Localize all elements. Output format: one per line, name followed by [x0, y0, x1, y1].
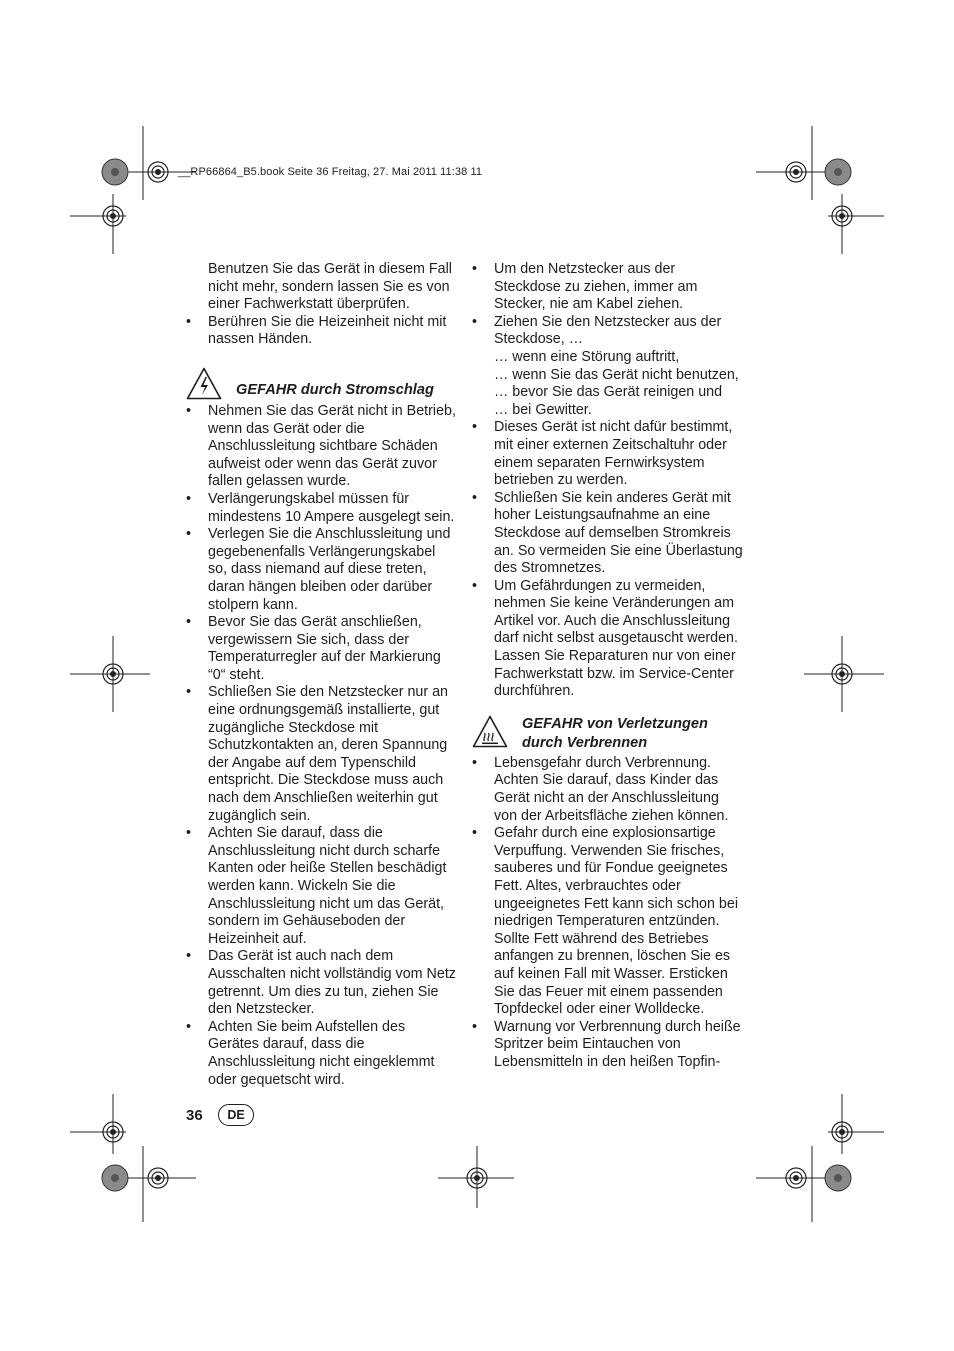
- list-item: • Achten Sie darauf, dass die Anschlussleitung nicht durch scharfe Kanten oder heiße Stellen beschädigt werden kann. Wickeln Sie die Anschlussleitung nicht um das Gerät, sondern im Gehäuseboden der Heizeinheit auf.: [186, 825, 458, 948]
- list-item: • Um Gefährdungen zu vermeiden, nehmen Sie keine Veränderungen am Artikel vor. Auch die Anschlussleitung darf nicht selbst ausgetauscht werden. Lassen Sie Reparaturen nur von einer Fachwerkstatt bzw. im Service-Center durchführen.: [472, 578, 744, 701]
- list-item: • Nehmen Sie das Gerät nicht in Betrieb, wenn das Gerät oder die Anschlussleitung sichtbare Schäden aufweist oder wenn das Gerät zuvor fallen gelassen wurde.: [186, 403, 458, 491]
- list-item: • Um den Netzstecker aus der Steckdose zu ziehen, immer am Stecker, nie am Kabel ziehen.: [472, 261, 744, 314]
- list-item-lead: • Ziehen Sie den Netzstecker aus der Steckdose, …: [494, 313, 722, 348]
- bullet-list-top: [186, 314, 458, 349]
- continuation-text: Benutzen Sie das Gerät in diesem Fall nicht mehr, sondern lassen Sie es von einer Fachwerkstatt überprüfen.: [208, 261, 452, 313]
- list-item: • Dieses Gerät ist nicht dafür bestimmt, mit einer externen Zeitschaltuhr oder einem separaten Fernwirksystem betrieben zu werden.: [472, 419, 744, 489]
- list-item: [472, 314, 744, 420]
- print-header: __RP66864_B5.book Seite 36 Freitag, 27. Mai 2011 11:38 11: [178, 166, 483, 178]
- list-item: • Berühren Sie die Heizeinheit nicht mit nassen Händen.: [186, 314, 458, 349]
- list-item: • Verlegen Sie die Anschlussleitung und gegebenenfalls Verlängerungskabel so, dass niemand auf diese treten, daran hängen bleiben oder darüber stolpern kann.: [186, 526, 458, 614]
- page-number: 36: [186, 1107, 203, 1124]
- list-item: • Achten Sie beim Aufstellen des Gerätes darauf, dass die Anschlussleitung nicht eingeklemmt oder gequetscht wird.: [186, 1019, 458, 1089]
- sub-item: … bei Gewitter.: [494, 401, 592, 418]
- list-item: • Schließen Sie kein anderes Gerät mit hoher Leistungsaufnahme an eine Steckdose auf demselben Stromkreis an. So vermeiden Sie eine Überlastung des Stromnetzes.: [472, 490, 744, 578]
- electric-shock-warning-icon: [186, 367, 222, 400]
- list-item: • Lebensgefahr durch Verbrennung. Achten Sie darauf, dass Kinder das Gerät nicht an der Anschlussleitung von der Arbeitsfläche ziehen können.: [472, 755, 744, 825]
- list-item: • Bevor Sie das Gerät anschließen, vergewissern Sie sich, dass der Temperaturregler auf der Markierung “0“ steht.: [186, 614, 458, 684]
- warning-burn-heading: [472, 715, 744, 755]
- bullet-list-electric: [186, 403, 458, 1089]
- sub-item: … bevor Sie das Gerät reinigen und: [494, 384, 723, 401]
- warning-electric-title: GEFAHR durch Stromschlag: [236, 381, 434, 398]
- list-item: • Das Gerät ist auch nach dem Ausschalten nicht vollständig vom Netz getrennt. Um dies zu tun, ziehen Sie den Netzstecker.: [186, 948, 458, 1018]
- list-item: • Warnung vor Verbrennung durch heiße Spritzer beim Eintauchen von Lebensmitteln in den heißen Topfin-: [472, 1019, 744, 1072]
- list-item: • Verlängerungskabel müssen für mindestens 10 Ampere ausgelegt sein.: [186, 491, 458, 526]
- warning-burn-title: GEFAHR von Verletzungen durch Verbrennen: [522, 715, 708, 751]
- list-item: • Gefahr durch eine explosionsartige Verpuffung. Verwenden Sie frisches, sauberes und für Fondue geeignetes Fett. Altes, verbrauchtes oder ungeeignetes Fett kann sich schon bei niedrigen Temperaturen entzünden. Sollte Fett während des Betriebes anfangen zu brennen, löschen Sie es auf keinen Fall mit Wasser. Ersticken Sie das Feuer mit einem passenden Topfdeckel oder einer Wolldecke.: [472, 825, 744, 1019]
- sub-item: … wenn eine Störung auftritt,: [494, 348, 680, 365]
- language-badge: DE: [218, 1104, 254, 1126]
- hot-surface-warning-icon: [472, 715, 508, 748]
- warning-electric-heading: [186, 367, 458, 403]
- bullet-list-plug: [472, 261, 744, 701]
- sub-item: … wenn Sie das Gerät nicht benutzen,: [494, 366, 739, 383]
- list-item: • Schließen Sie den Netzstecker nur an eine ordnungsgemäß installierte, gut zugängliche Steckdose mit Schutzkontakten an, deren Spannung der Angabe auf dem Typenschild entspricht. Die Steckdose muss auch nach dem Anschließen weiterhin gut zugänglich sein.: [186, 684, 458, 825]
- left-column: [186, 261, 458, 1089]
- right-column: [472, 261, 744, 1072]
- bullet-list-burn: [472, 755, 744, 1072]
